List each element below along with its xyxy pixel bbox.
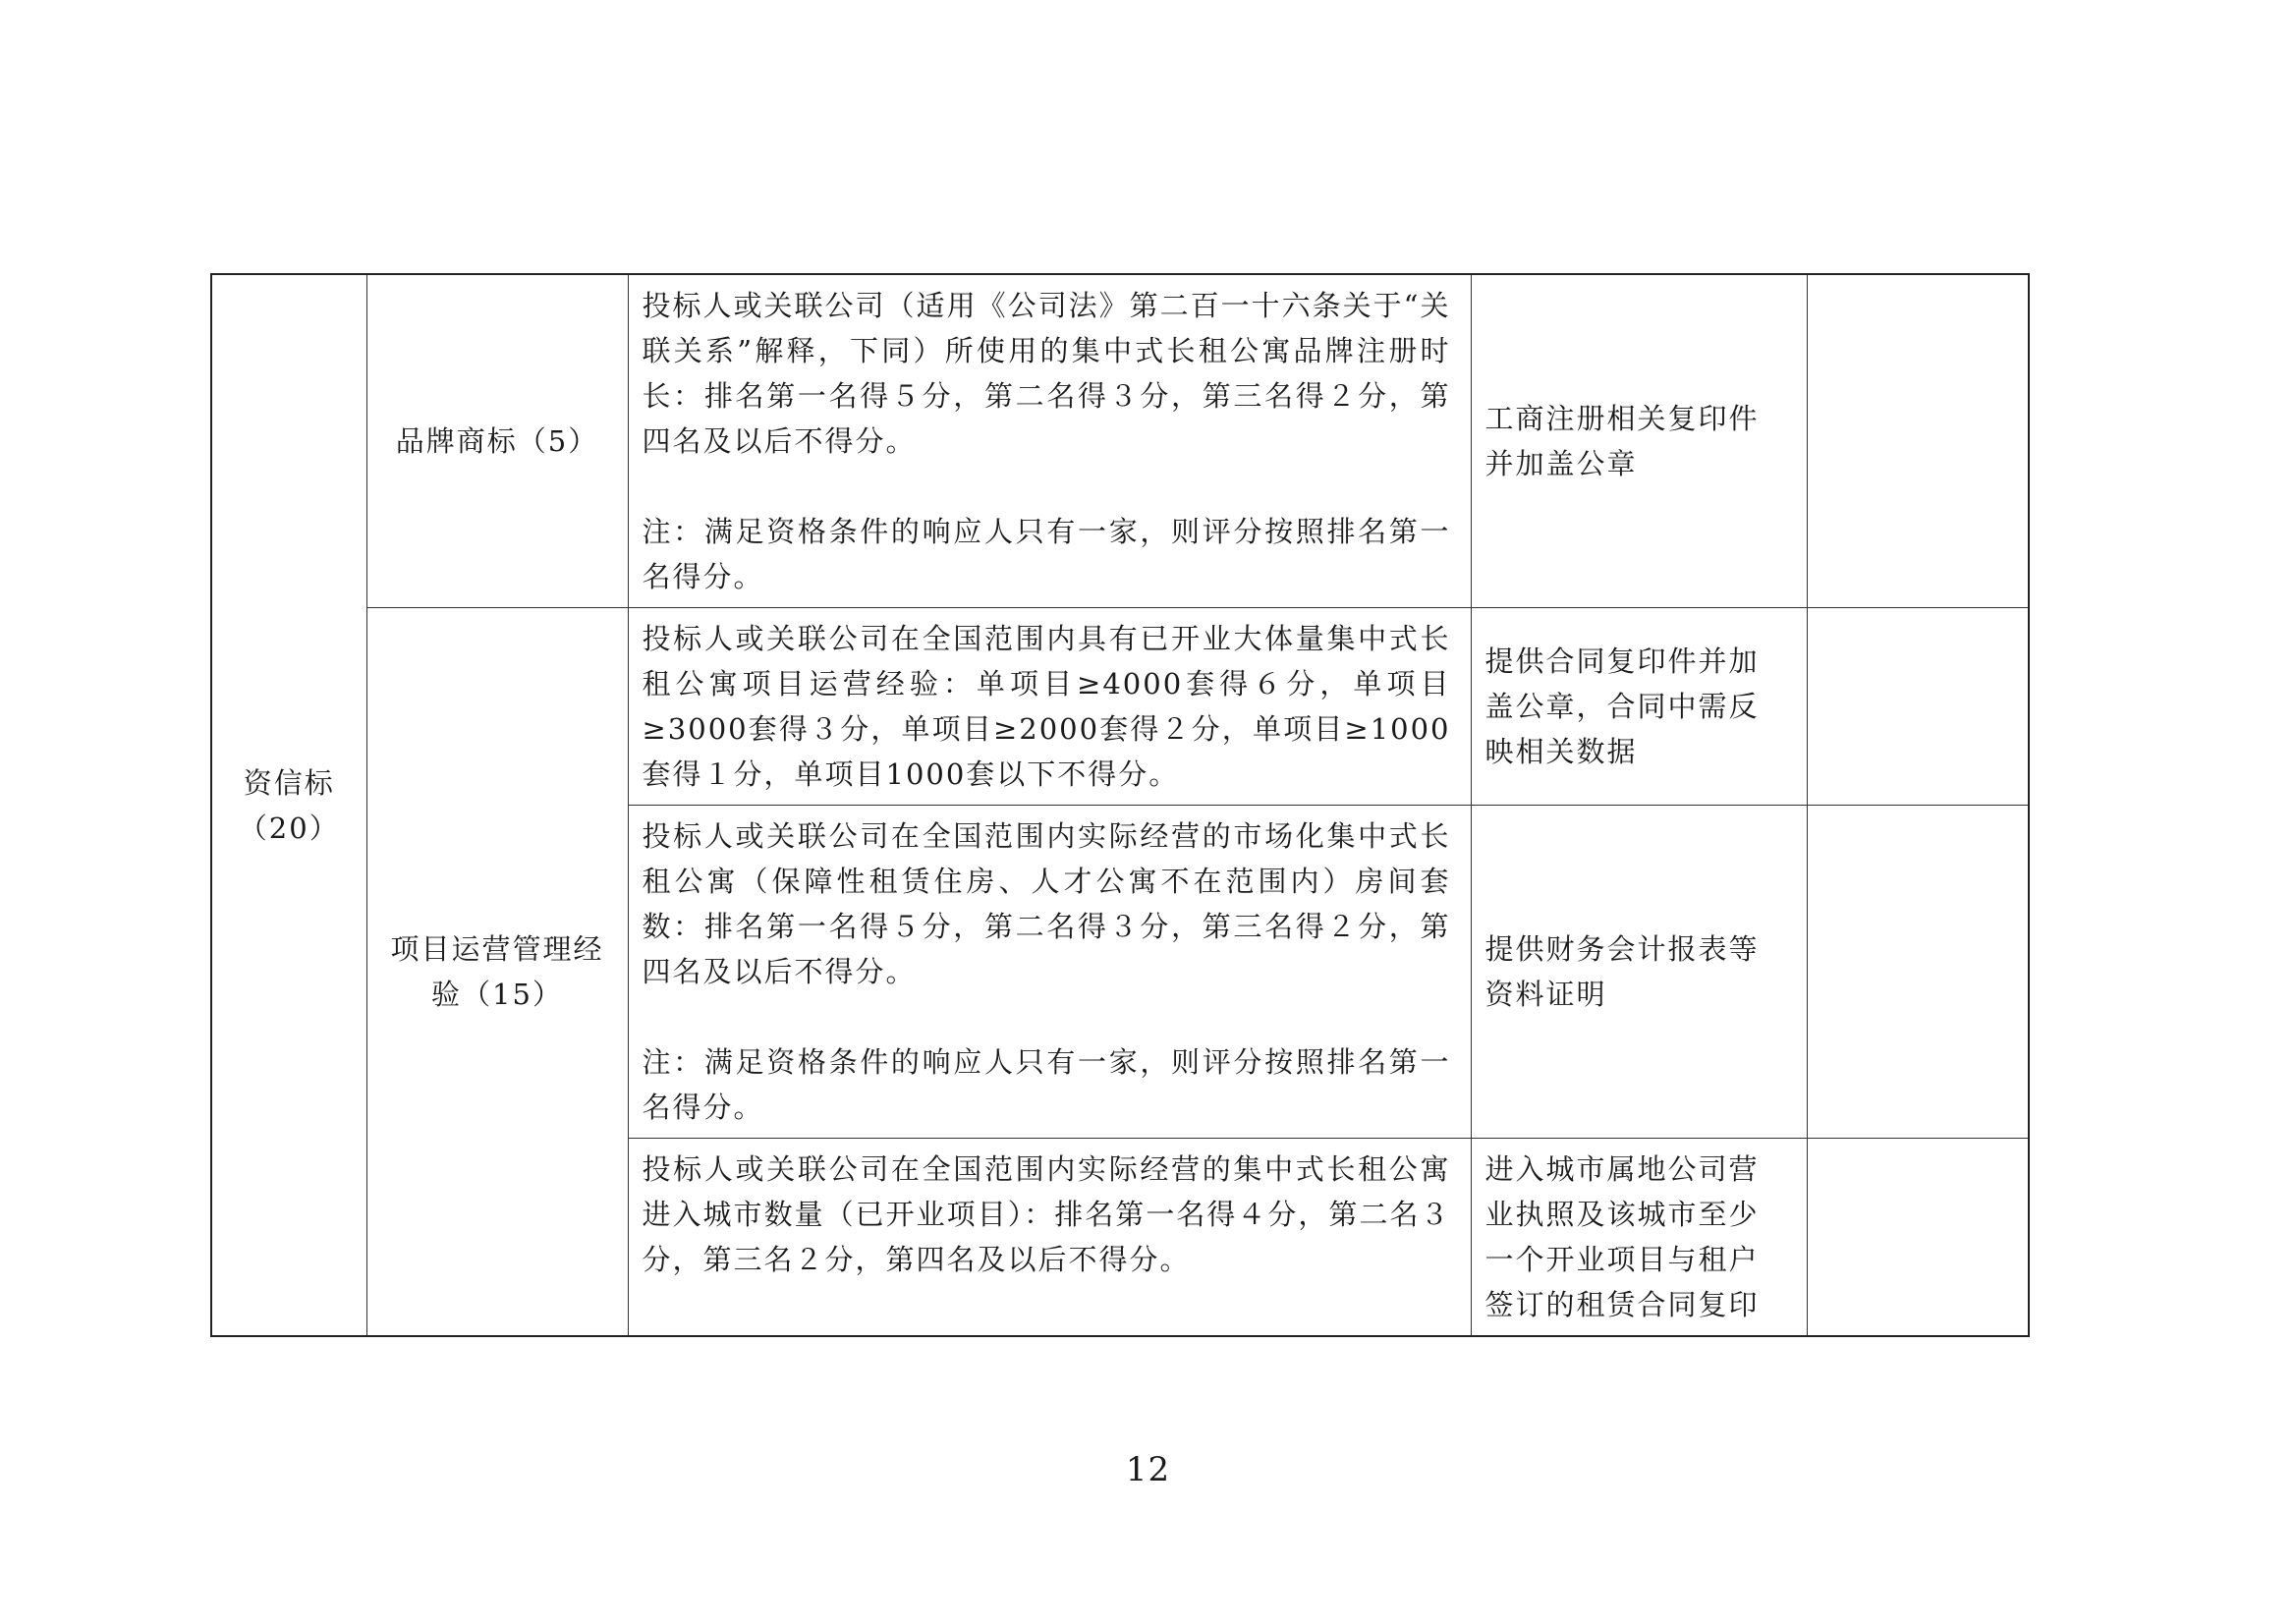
scoring-table: [210, 273, 2030, 1337]
material-cell: [1471, 274, 1807, 608]
material-text: 进入城市属地公司营业执照及该城市至少一个开业项目与租户签订的租赁合同复印: [1484, 1152, 1760, 1321]
item-label: 项目运营管理经验（15）: [390, 932, 604, 1011]
material-cell: [1471, 1139, 1807, 1337]
criteria-text: 投标人或关联公司在全国范围内实际经营的集中式长租公寓进入城市数量（已开业项目）：排名第一名得４分，第二名３分，第三名２分，第四名及以后不得分。: [642, 1152, 1451, 1276]
material-cell: [1471, 608, 1807, 806]
table-row: [211, 274, 2029, 608]
item-cell: [366, 608, 628, 1337]
criteria-note: 注：满足资格条件的响应人只有一家，则评分按照排名第一名得分。: [642, 1045, 1451, 1124]
criteria-note: 注：满足资格条件的响应人只有一家，则评分按照排名第一名得分。: [642, 515, 1451, 593]
material-cell: [1471, 806, 1807, 1139]
score-cell: [1807, 608, 2029, 806]
item-cell: [366, 274, 628, 608]
score-cell: [1807, 1139, 2029, 1337]
category-label: 资信标（20）: [238, 765, 340, 845]
item-label: 品牌商标（5）: [395, 424, 599, 458]
criteria-cell: [628, 608, 1471, 806]
criteria-cell: [628, 1139, 1471, 1337]
material-text: 提供合同复印件并加盖公章，合同中需反映相关数据: [1484, 644, 1760, 768]
criteria-cell: [628, 274, 1471, 608]
category-cell: [211, 274, 366, 1336]
score-cell: [1807, 806, 2029, 1139]
material-text: 提供财务会计报表等资料证明: [1484, 932, 1760, 1011]
page-number: 12: [1125, 1450, 1171, 1489]
material-text: 工商注册相关复印件并加盖公章: [1484, 402, 1760, 480]
criteria-text: 投标人或关联公司（适用《公司法》第二百一十六条关于“关联关系”解释，下同）所使用的集中式长租公寓品牌注册时长：排名第一名得５分，第二名得３分，第三名得２分，第四名及以后不得分。: [642, 289, 1451, 458]
criteria-cell: [628, 806, 1471, 1139]
table-row: [211, 608, 2029, 806]
score-cell: [1807, 274, 2029, 608]
criteria-text: 投标人或关联公司在全国范围内实际经营的市场化集中式长租公寓（保障性租赁住房、人才公寓不在范围内）房间套数：排名第一名得５分，第二名得３分，第三名得２分，第四名及以后不得分。: [642, 819, 1451, 988]
criteria-text: 投标人或关联公司在全国范围内具有已开业大体量集中式长租公寓项目运营经验：单项目≥4000套得６分，单项目≥3000套得３分，单项目≥2000套得２分，单项目≥1000套得１分，单项目1000套以下不得分。: [642, 622, 1451, 791]
